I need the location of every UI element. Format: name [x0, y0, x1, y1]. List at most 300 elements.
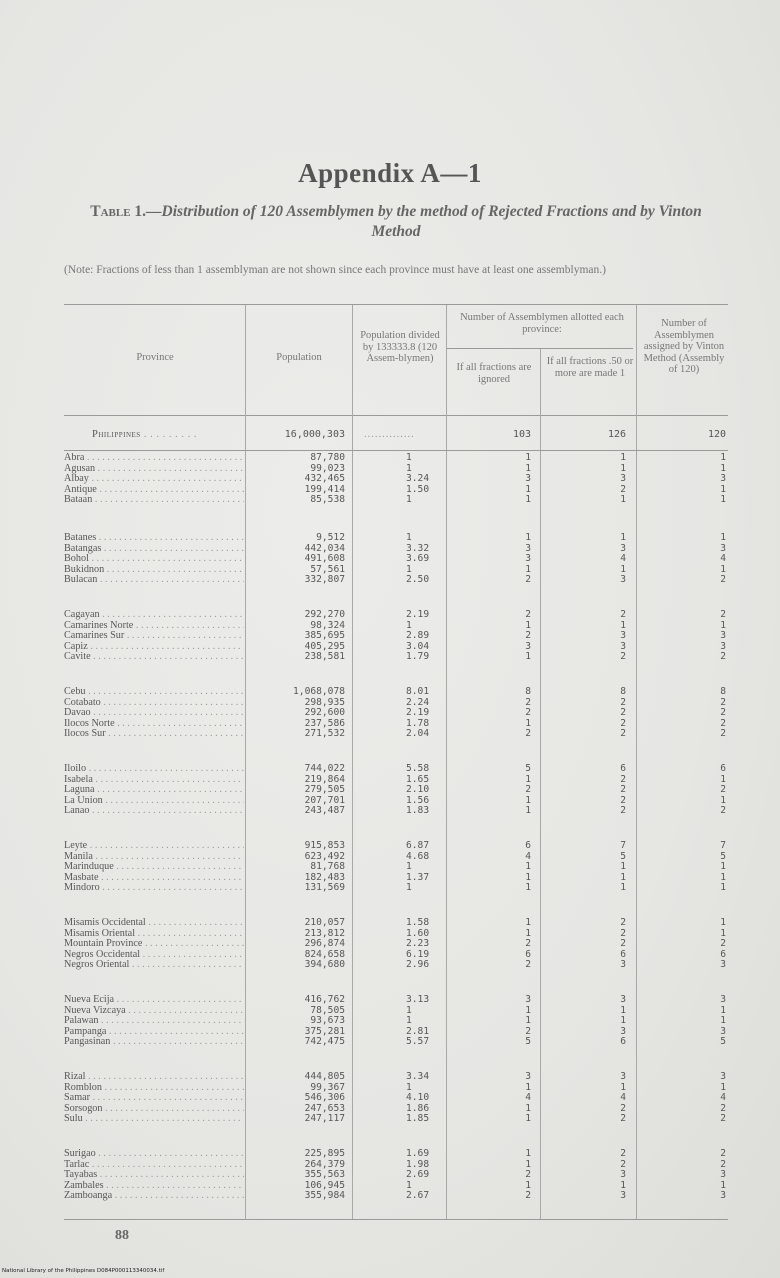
fractions-made-one-cell: 1	[620, 452, 626, 463]
vinton-cell: 3	[720, 959, 726, 971]
population-cell: 271,532	[304, 728, 345, 740]
table-row	[64, 841, 728, 852]
fractions-ignored-cell: 1	[525, 1158, 531, 1170]
fractions-ignored-cell: 1	[525, 1081, 531, 1093]
table-row	[64, 785, 728, 796]
divided-cell: 1	[406, 532, 412, 543]
fractions-made-one-cell: 2	[620, 1148, 626, 1159]
province-cell: Bataan . . .	[64, 495, 244, 506]
fractions-ignored-cell: 1	[525, 619, 531, 631]
province-cell: Negros Occidental . . .	[64, 950, 244, 961]
vinton-cell: 3	[720, 1025, 726, 1037]
fractions-ignored-cell: 3	[525, 994, 531, 1005]
fractions-ignored-cell: 1	[525, 1148, 531, 1159]
table-row	[64, 621, 728, 632]
province-cell: Laguna . . .	[64, 785, 244, 796]
table-note: (Note: Fractions of less than 1 assemblyman are not shown since each province must have at least one assemblyman.)	[64, 264, 606, 276]
table-row	[64, 1160, 728, 1171]
table-row	[64, 775, 728, 786]
vinton-cell: 2	[720, 574, 726, 586]
vinton-cell: 3	[720, 1071, 726, 1082]
population-cell: 355,563	[304, 1169, 345, 1181]
fractions-ignored-cell: 3	[525, 542, 531, 554]
header-divided: Population divided by 133333.8 (120 Assem-blymen)	[360, 330, 440, 364]
population-cell: 99,367	[310, 1081, 345, 1093]
divided-cell: 1.69	[406, 1148, 430, 1159]
population-cell: 394,680	[304, 959, 345, 971]
vinton-cell: 1	[720, 882, 726, 894]
fractions-ignored-cell: 1	[525, 805, 531, 817]
total-made-one: 126	[607, 429, 626, 440]
fractions-made-one-cell: 6	[620, 763, 626, 774]
fractions-made-one-cell: 3	[620, 1025, 626, 1037]
province-cell: Zamboanga . . .	[64, 1191, 244, 1202]
fractions-ignored-cell: 3	[525, 640, 531, 652]
vinton-cell: 1	[720, 927, 726, 939]
table-row	[64, 631, 728, 642]
fractions-made-one-cell: 2	[620, 784, 626, 796]
table-row	[64, 719, 728, 730]
table-row	[64, 939, 728, 950]
total-vinton: 120	[707, 429, 726, 440]
divided-cell: 1.65	[406, 773, 430, 785]
fractions-ignored-cell: 1	[525, 563, 531, 575]
fractions-ignored-cell: 1	[525, 1179, 531, 1191]
divided-cell: 1	[406, 1081, 412, 1093]
header-fractions-ignored: If all fractions are ignored	[456, 362, 532, 385]
vinton-cell: 1	[720, 1081, 726, 1093]
fractions-ignored-cell: 2	[525, 630, 531, 642]
fractions-made-one-cell: 2	[620, 1102, 626, 1114]
fractions-ignored-cell: 1	[525, 1004, 531, 1016]
fractions-made-one-cell: 1	[620, 882, 626, 894]
vinton-cell: 5	[720, 1036, 726, 1048]
divided-cell: 1	[406, 494, 412, 506]
divided-cell: 1.56	[406, 794, 430, 806]
header-vinton: Number of Assemblymen assigned by Vinton Method (Assembly of 120)	[643, 318, 725, 375]
fractions-made-one-cell: 4	[620, 553, 626, 565]
vinton-cell: 1	[720, 1179, 726, 1191]
fractions-made-one-cell: 3	[620, 1190, 626, 1202]
province-cell: Misamis Occidental . . .	[64, 918, 244, 929]
population-cell: 210,057	[304, 917, 345, 928]
fractions-ignored-cell: 6	[525, 948, 531, 960]
fractions-ignored-cell: 1	[525, 794, 531, 806]
table-row	[64, 652, 728, 663]
fractions-made-one-cell: 2	[620, 728, 626, 740]
table-row	[64, 565, 728, 576]
vinton-cell: 2	[720, 938, 726, 950]
fractions-ignored-cell: 2	[525, 784, 531, 796]
fractions-made-one-cell: 2	[620, 794, 626, 806]
province-cell: Abra . . .	[64, 453, 244, 464]
fractions-ignored-cell: 2	[525, 574, 531, 586]
divided-cell: 3.69	[406, 553, 430, 565]
vinton-cell: 4	[720, 553, 726, 565]
province-cell: Albay . . .	[64, 474, 244, 485]
table-row	[64, 464, 728, 475]
table-row	[64, 495, 728, 506]
province-cell: Pangasinan . . .	[64, 1037, 244, 1048]
fractions-made-one-cell: 1	[620, 1004, 626, 1016]
fractions-ignored-cell: 4	[525, 850, 531, 862]
table-row	[64, 1006, 728, 1017]
table-row	[64, 960, 728, 971]
fractions-ignored-cell: 1	[525, 1113, 531, 1125]
fractions-made-one-cell: 1	[620, 619, 626, 631]
header-population: Population	[276, 352, 322, 363]
province-cell: Palawan . . .	[64, 1016, 244, 1027]
province-cell: Sorsogon . . .	[64, 1104, 244, 1115]
province-cell: Lanao . . .	[64, 806, 244, 817]
province-cell: Mountain Province . . .	[64, 939, 244, 950]
fractions-ignored-cell: 1	[525, 532, 531, 543]
fractions-made-one-cell: 1	[620, 861, 626, 873]
vinton-cell: 1	[720, 483, 726, 495]
fractions-ignored-cell: 3	[525, 553, 531, 565]
vinton-cell: 1	[720, 462, 726, 474]
population-cell: 355,984	[304, 1190, 345, 1202]
fractions-made-one-cell: 2	[620, 609, 626, 620]
table-row	[64, 533, 728, 544]
vinton-cell: 1	[720, 773, 726, 785]
vinton-cell: 3	[720, 473, 726, 485]
fractions-made-one-cell: 2	[620, 1113, 626, 1125]
vinton-cell: 2	[720, 1158, 726, 1170]
province-cell: Surigao . . .	[64, 1149, 244, 1160]
fractions-made-one-cell: 2	[620, 938, 626, 950]
fractions-made-one-cell: 8	[620, 686, 626, 697]
table-row	[64, 729, 728, 740]
fractions-ignored-cell: 4	[525, 1092, 531, 1104]
fractions-made-one-cell: 3	[620, 473, 626, 485]
population-cell: 87,780	[310, 452, 345, 463]
table-row	[64, 708, 728, 719]
fractions-made-one-cell: 3	[620, 630, 626, 642]
table-row	[64, 1093, 728, 1104]
vinton-cell: 2	[720, 1102, 726, 1114]
divided-cell: 8.01	[406, 686, 430, 697]
divided-cell: 2.50	[406, 574, 430, 586]
province-cell: Bohol . . .	[64, 554, 244, 565]
divided-cell: 1.85	[406, 1113, 430, 1125]
vinton-cell: 2	[720, 717, 726, 729]
fractions-ignored-cell: 2	[525, 1025, 531, 1037]
total-row	[64, 428, 728, 442]
population-cell: 207,701	[304, 794, 345, 806]
table-row	[64, 1104, 728, 1115]
divided-cell: 3.04	[406, 640, 430, 652]
total-divided: ..............	[364, 429, 415, 440]
population-cell: 199,414	[304, 483, 345, 495]
fractions-made-one-cell: 1	[620, 1081, 626, 1093]
fractions-made-one-cell: 2	[620, 805, 626, 817]
vinton-cell: 1	[720, 619, 726, 631]
table-row	[64, 544, 728, 555]
fractions-made-one-cell: 1	[620, 462, 626, 474]
province-cell: Batanes . . .	[64, 533, 244, 544]
table-row	[64, 1181, 728, 1192]
fractions-made-one-cell: 3	[620, 640, 626, 652]
population-cell: 298,935	[304, 696, 345, 708]
fractions-ignored-cell: 1	[525, 1015, 531, 1027]
vinton-cell: 3	[720, 1190, 726, 1202]
fractions-ignored-cell: 2	[525, 1190, 531, 1202]
divided-cell: 1	[406, 452, 412, 463]
population-cell: 742,475	[304, 1036, 345, 1048]
divided-cell: 4.10	[406, 1092, 430, 1104]
vinton-cell: 1	[720, 871, 726, 883]
vinton-cell: 2	[720, 1148, 726, 1159]
table-row	[64, 642, 728, 653]
vinton-cell: 2	[720, 707, 726, 719]
table-row	[64, 1170, 728, 1181]
vinton-cell: 3	[720, 542, 726, 554]
divided-cell: 2.19	[406, 707, 430, 719]
fractions-ignored-cell: 1	[525, 882, 531, 894]
table-row	[64, 883, 728, 894]
population-cell: 264,379	[304, 1158, 345, 1170]
table-bottom-rule	[64, 1219, 728, 1220]
page-number: 88	[115, 1228, 129, 1243]
divided-cell: 2.69	[406, 1169, 430, 1181]
table-caption	[64, 202, 728, 242]
table-row	[64, 950, 728, 961]
divided-cell: 6.19	[406, 948, 430, 960]
fractions-made-one-cell: 2	[620, 773, 626, 785]
fractions-made-one-cell: 2	[620, 696, 626, 708]
population-cell: 416,762	[304, 994, 345, 1005]
population-cell: 247,117	[304, 1113, 345, 1125]
table-row	[64, 918, 728, 929]
fractions-made-one-cell: 5	[620, 850, 626, 862]
fractions-made-one-cell: 3	[620, 542, 626, 554]
population-cell: 405,295	[304, 640, 345, 652]
fractions-ignored-cell: 1	[525, 651, 531, 663]
fractions-made-one-cell: 6	[620, 948, 626, 960]
population-cell: 546,306	[304, 1092, 345, 1104]
divided-cell: 1.86	[406, 1102, 430, 1114]
table-row	[64, 474, 728, 485]
population-cell: 444,805	[304, 1071, 345, 1082]
table-row	[64, 995, 728, 1006]
province-cell: Rizal . . .	[64, 1072, 244, 1083]
province-cell: Iloilo . . .	[64, 764, 244, 775]
fractions-made-one-cell: 3	[620, 994, 626, 1005]
divided-cell: 1	[406, 619, 412, 631]
population-cell: 292,270	[304, 609, 345, 620]
province-cell: Batangas . . .	[64, 544, 244, 555]
divided-cell: 4.68	[406, 850, 430, 862]
province-cell: Leyte . . .	[64, 841, 244, 852]
province-cell: Romblon . . .	[64, 1083, 244, 1094]
divided-cell: 5.57	[406, 1036, 430, 1048]
vinton-cell: 8	[720, 686, 726, 697]
divided-cell: 6.87	[406, 840, 430, 851]
vinton-cell: 1	[720, 532, 726, 543]
vinton-cell: 1	[720, 452, 726, 463]
table-row	[64, 1027, 728, 1038]
population-cell: 237,586	[304, 717, 345, 729]
fractions-ignored-cell: 1	[525, 1102, 531, 1114]
vinton-cell: 1	[720, 563, 726, 575]
divided-cell: 2.10	[406, 784, 430, 796]
appendix-title: Appendix A—1	[298, 158, 482, 188]
table-label: Table 1.	[90, 203, 147, 220]
fractions-made-one-cell: 1	[620, 871, 626, 883]
population-cell: 491,608	[304, 553, 345, 565]
divided-cell: 2.89	[406, 630, 430, 642]
fractions-ignored-cell: 1	[525, 927, 531, 939]
population-cell: 824,658	[304, 948, 345, 960]
population-cell: 98,324	[310, 619, 345, 631]
province-cell: Negros Oriental . . .	[64, 960, 244, 971]
fractions-ignored-cell: 2	[525, 938, 531, 950]
table-row	[64, 554, 728, 565]
province-cell: Masbate . . .	[64, 873, 244, 884]
table-row	[64, 610, 728, 621]
population-cell: 93,673	[310, 1015, 345, 1027]
fractions-made-one-cell: 6	[620, 1036, 626, 1048]
table-row	[64, 1083, 728, 1094]
divided-cell: 3.24	[406, 473, 430, 485]
fractions-ignored-cell: 1	[525, 871, 531, 883]
vinton-cell: 6	[720, 948, 726, 960]
province-cell: Tarlac . . .	[64, 1160, 244, 1171]
vinton-cell: 1	[720, 917, 726, 928]
total-population: 16,000,303	[284, 429, 345, 440]
fractions-ignored-cell: 3	[525, 1071, 531, 1082]
province-cell: Capiz . . .	[64, 642, 244, 653]
divided-cell: 3.34	[406, 1071, 430, 1082]
province-cell: Cebu . . .	[64, 687, 244, 698]
province-cell: Isabela . . .	[64, 775, 244, 786]
population-cell: 332,807	[304, 574, 345, 586]
vinton-cell: 3	[720, 994, 726, 1005]
divided-cell: 1.98	[406, 1158, 430, 1170]
population-cell: 432,465	[304, 473, 345, 485]
fractions-made-one-cell: 3	[620, 959, 626, 971]
table-top-rule	[64, 304, 728, 305]
population-cell: 57,561	[310, 563, 345, 575]
total-ignored: 103	[512, 429, 531, 440]
population-cell: 85,538	[310, 494, 345, 506]
province-cell: Marinduque . . .	[64, 862, 244, 873]
province-cell: Agusan . . .	[64, 464, 244, 475]
divided-cell: 2.19	[406, 609, 430, 620]
population-cell: 1,068,078	[293, 686, 345, 697]
province-cell: Camarines Norte . . .	[64, 621, 244, 632]
table-row	[64, 1191, 728, 1202]
divided-cell: 2.67	[406, 1190, 430, 1202]
population-cell: 279,505	[304, 784, 345, 796]
fractions-ignored-cell: 1	[525, 917, 531, 928]
province-cell: Ilocos Norte . . .	[64, 719, 244, 730]
divided-cell: 1.83	[406, 805, 430, 817]
population-cell: 744,022	[304, 763, 345, 774]
divided-cell: 2.24	[406, 696, 430, 708]
fractions-made-one-cell: 1	[620, 494, 626, 506]
fractions-ignored-cell: 1	[525, 494, 531, 506]
header-number-allotted: Number of Assemblymen allotted each province:	[460, 312, 624, 335]
vinton-cell: 1	[720, 1015, 726, 1027]
fractions-made-one-cell: 2	[620, 927, 626, 939]
population-cell: 81,768	[310, 861, 345, 873]
vinton-cell: 6	[720, 763, 726, 774]
vinton-cell: 1	[720, 794, 726, 806]
population-cell: 375,281	[304, 1025, 345, 1037]
table-row	[64, 1149, 728, 1160]
divided-cell: 1	[406, 462, 412, 474]
fractions-made-one-cell: 7	[620, 840, 626, 851]
fractions-ignored-cell: 2	[525, 1169, 531, 1181]
fractions-ignored-cell: 1	[525, 452, 531, 463]
table-row	[64, 1072, 728, 1083]
vinton-cell: 2	[720, 609, 726, 620]
table-row	[64, 796, 728, 807]
fractions-ignored-cell: 8	[525, 686, 531, 697]
population-cell: 213,812	[304, 927, 345, 939]
table-row	[64, 764, 728, 775]
population-cell: 99,023	[310, 462, 345, 474]
vinton-cell: 1	[720, 494, 726, 506]
vinton-cell: 1	[720, 861, 726, 873]
total-province: Philippines . . .	[92, 428, 197, 442]
divided-cell: 1	[406, 861, 412, 873]
fractions-ignored-cell: 1	[525, 773, 531, 785]
province-cell: Manila . . .	[64, 852, 244, 863]
fractions-ignored-cell: 1	[525, 483, 531, 495]
fractions-made-one-cell: 3	[620, 1169, 626, 1181]
vinton-cell: 2	[720, 784, 726, 796]
population-cell: 106,945	[304, 1179, 345, 1191]
table-row	[64, 485, 728, 496]
fractions-made-one-cell: 1	[620, 1179, 626, 1191]
population-cell: 78,505	[310, 1004, 345, 1016]
table-row	[64, 806, 728, 817]
fractions-ignored-cell: 3	[525, 473, 531, 485]
province-cell: Bukidnon . . .	[64, 565, 244, 576]
population-cell: 915,853	[304, 840, 345, 851]
table-row	[64, 1037, 728, 1048]
province-cell: Cotabato . . .	[64, 698, 244, 709]
fractions-made-one-cell: 3	[620, 574, 626, 586]
fractions-made-one-cell: 3	[620, 1071, 626, 1082]
fractions-ignored-cell: 2	[525, 696, 531, 708]
header-fractions-made-one: If all fractions .50 or more are made 1	[546, 356, 634, 379]
population-cell: 219,864	[304, 773, 345, 785]
divided-cell: 1.58	[406, 917, 430, 928]
province-cell: Ilocos Sur . . .	[64, 729, 244, 740]
fractions-ignored-cell: 1	[525, 861, 531, 873]
divided-cell: 1.37	[406, 871, 430, 883]
fractions-ignored-cell: 5	[525, 1036, 531, 1048]
table-row	[64, 698, 728, 709]
province-cell: Nueva Ecija . . .	[64, 995, 244, 1006]
divided-cell: 5.58	[406, 763, 430, 774]
divided-cell: 1	[406, 1179, 412, 1191]
fractions-ignored-cell: 2	[525, 959, 531, 971]
divided-cell: 1	[406, 563, 412, 575]
divided-cell: 2.96	[406, 959, 430, 971]
province-cell: Zambales . . .	[64, 1181, 244, 1192]
fractions-ignored-cell: 2	[525, 728, 531, 740]
divided-cell: 1	[406, 1004, 412, 1016]
divided-cell: 1.60	[406, 927, 430, 939]
population-cell: 292,600	[304, 707, 345, 719]
population-cell: 442,034	[304, 542, 345, 554]
vinton-cell: 1	[720, 1004, 726, 1016]
